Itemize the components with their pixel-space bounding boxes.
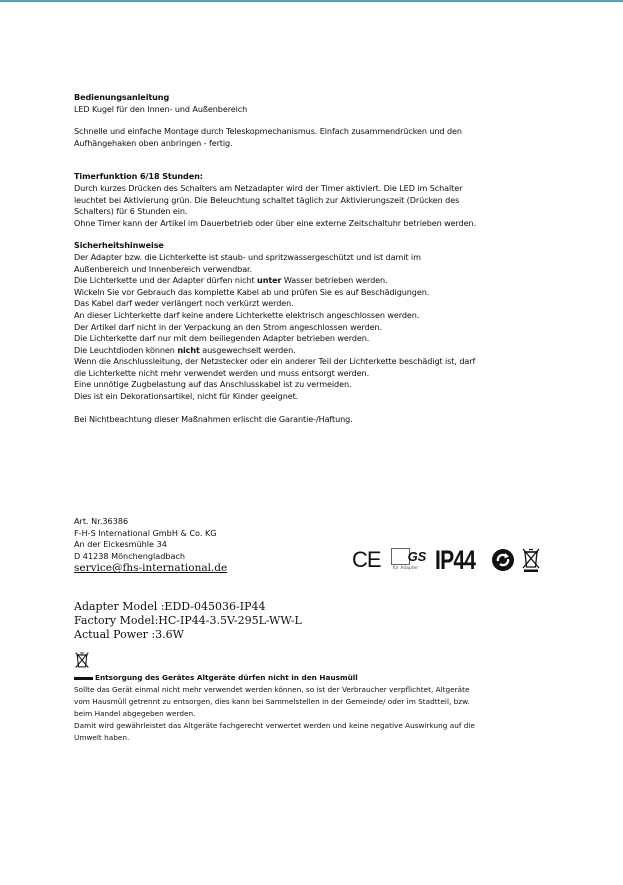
safety-line: Die Leuchtdioden können nicht ausgewechselt werden. <box>74 344 296 355</box>
disposal-section <box>74 672 554 743</box>
model-info <box>74 600 302 642</box>
certification-marks <box>352 543 541 577</box>
mounting-line: Aufhängehaken oben anbringen - fertig. <box>74 137 233 148</box>
weee-bin-icon <box>521 547 541 573</box>
company-city: D 41238 Mönchengladbach <box>74 550 186 561</box>
disposal-title: Entsorgung des Gerätes Altgeräte dürfen nicht in den Hausmüll <box>74 672 554 684</box>
mounting-line: Schnelle und einfache Montage durch Teleskopmechanismus. Einfach zusammendrücken und den <box>74 126 462 137</box>
top-border-line <box>0 0 623 2</box>
timer-line: Ohne Timer kann der Artikel im Dauerbetrieb oder über eine externe Zeitschaltuhr betrieben werden. <box>74 217 477 228</box>
weee-bin-icon <box>74 651 90 670</box>
manual-title: Bedienungsanleitung <box>74 92 170 102</box>
safety-line: Der Artikel darf nicht in der Verpackung an den Strom angeschlossen werden. <box>74 321 383 332</box>
manual-subtitle: LED Kugel für den Innen- und Außenbereich <box>74 103 248 114</box>
safety-line: Die Lichterkette darf nur mit dem beiliegenden Adapter betrieben werden. <box>74 333 370 344</box>
company-name: F-H-S International GmbH & Co. KG <box>74 527 217 538</box>
disposal-line: vom Hausmüll getrennt zu entsorgen, dies kann bei Sammelstellen in der Gemeinde/ oder im Stadtteil, bzw. <box>74 696 470 706</box>
timer-title: Timerfunktion 6/18 Stunden: <box>74 171 203 182</box>
company-street: An der Eickesmühle 34 <box>74 539 167 550</box>
safety-line: An dieser Lichterkette darf keine andere Lichterkette elektrisch angeschlossen werden. <box>74 309 420 320</box>
safety-line: Wickeln Sie vor Gebrauch das komplette Kabel ab und prüfen Sie es auf Beschädigungen. <box>74 286 430 297</box>
safety-line: Der Adapter bzw. die Lichterkette ist staub- und spritzwassergeschützt und ist damit im <box>74 251 421 262</box>
factory-model: Factory Model:HC-IP44-3.5V-295L-WW-L <box>74 614 302 627</box>
disposal-line: Damit wird gewährleistet das Altgeräte fachgerecht verwertet werden und keine negative Auswirkung auf die <box>74 720 475 730</box>
recycle-icon <box>491 548 515 572</box>
adapter-model: Adapter Model :EDD-045036-IP44 <box>74 600 266 613</box>
warranty-note: Bei Nichtbeachtung dieser Maßnahmen erlischt die Garantie-/Haftung. <box>74 413 353 424</box>
timer-line: Schalters) für 6 Stunden ein. <box>74 206 188 217</box>
article-number: Art. Nr.36386 <box>74 516 129 526</box>
timer-line: Durch kurzes Drücken des Schalters am Netzadapter wird der Timer aktiviert. Die LED im Schalter <box>74 182 463 193</box>
ip-rating: IP44 <box>434 544 475 575</box>
timer-line: leuchtet bei Aktivierung grün. Die Beleuchtung schaltet täglich zur Aktivierungszeit (Drücken des <box>74 194 460 205</box>
company-address <box>74 516 227 575</box>
safety-line: Eine unnötige Zugbelastung auf das Anschlusskabel ist zu vermeiden. <box>74 379 352 390</box>
safety-line: Wenn die Anschlussleitung, der Netzstecker oder ein anderer Teil der Lichterkette beschädigt ist, darf <box>74 356 476 367</box>
gs-mark-icon: GS für Adapter <box>392 548 427 571</box>
safety-line: Außenbereich und Innenbereich verwendbar. <box>74 263 253 274</box>
disposal-line: Umwelt haben. <box>74 732 130 742</box>
ce-mark-icon: CE <box>352 547 381 572</box>
disposal-line: Sollte das Gerät einmal nicht mehr verwendet werden können, so ist der Verbraucher verpflichtet, Altgeräte <box>74 684 470 694</box>
manual-body <box>74 92 559 425</box>
email-link[interactable]: service@fhs-international.de <box>74 562 228 575</box>
safety-title: Sicherheitshinweise <box>74 240 164 251</box>
actual-power: Actual Power :3.6W <box>74 628 184 641</box>
safety-line: Das Kabel darf weder verlängert noch verkürzt werden. <box>74 298 294 309</box>
disposal-line: beim Handel abgegeben werden. <box>74 708 196 718</box>
safety-line: Dies ist ein Dekorationsartikel, nicht für Kinder geeignet. <box>74 391 299 402</box>
safety-line: Die Lichterkette und der Adapter dürfen nicht unter Wasser betrieben werden. <box>74 275 388 286</box>
safety-line: die Lichterkette nicht mehr verwendet werden und muss entsorgt werden. <box>74 367 370 378</box>
